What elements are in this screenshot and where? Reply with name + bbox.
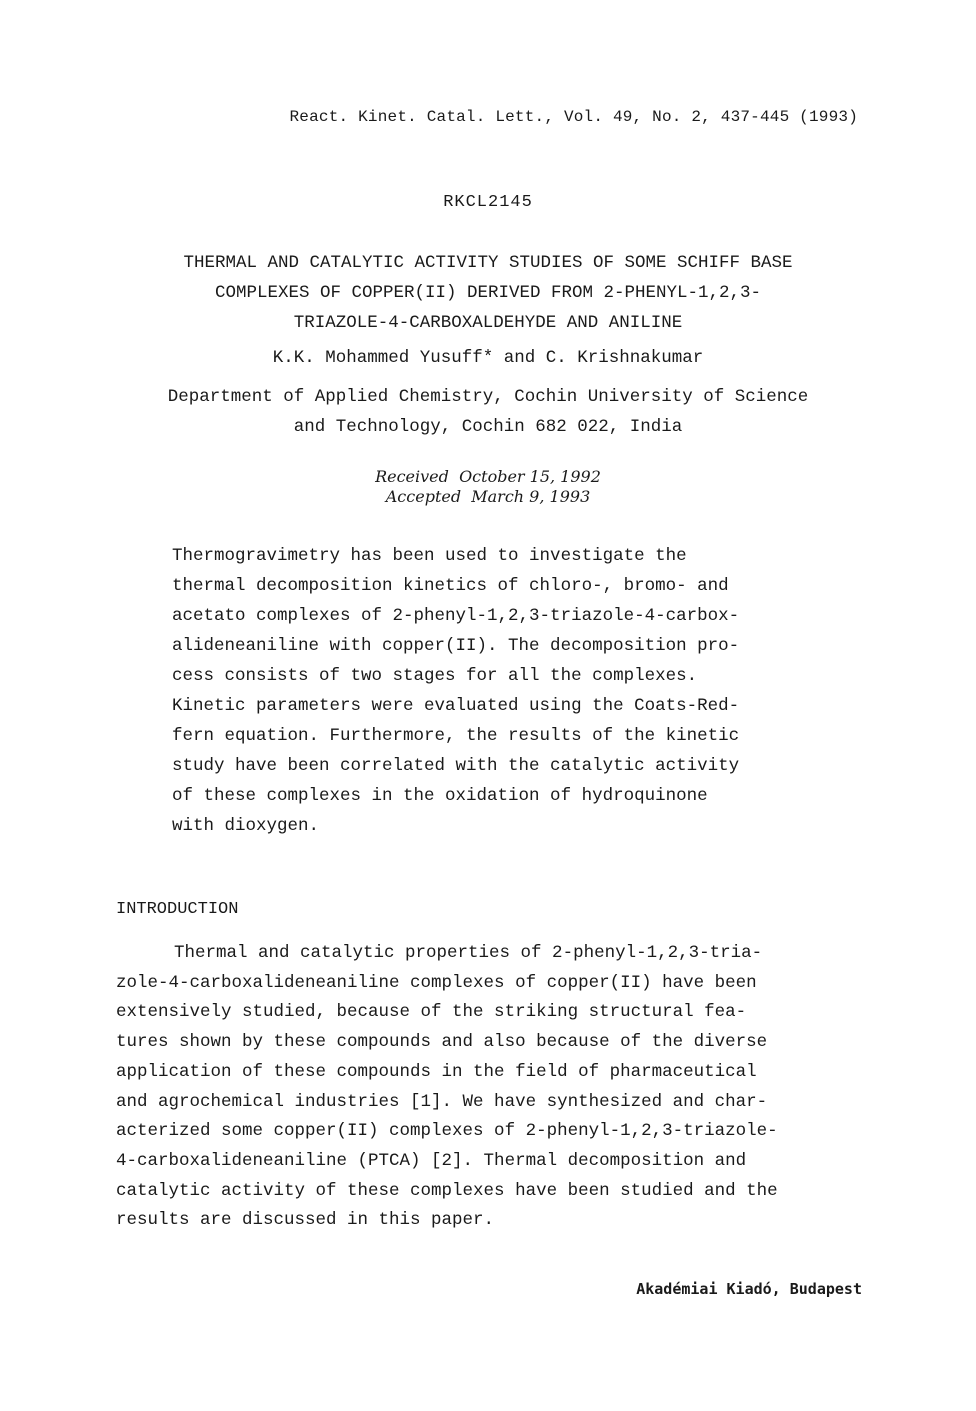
abstract-line: Thermogravimetry has been used to investigate the: [172, 546, 687, 566]
abstract-line: study have been correlated with the catalytic activity: [172, 756, 740, 776]
abstract-line: fern equation. Furthermore, the results of the kinetic: [172, 726, 740, 746]
introduction-body: [116, 939, 778, 1236]
paragraph-line: and agrochemical industries [1]. We have synthesized and char-: [116, 1091, 768, 1112]
title-line: TRIAZOLE-4-CARBOXALDEHYDE AND ANILINE: [293, 313, 683, 333]
journal-reference: React. Kinet. Catal. Lett., Vol. 49, No. 2, 437-445 (1993): [289, 108, 858, 126]
paragraph-line: tures shown by these compounds and also because of the diverse: [116, 1032, 768, 1053]
paragraph-line: acterized some copper(II) complexes of 2-phenyl-1,2,3-triazole-: [116, 1121, 778, 1142]
abstract-line: alideneaniline with copper(II). The decomposition pro-: [172, 636, 740, 656]
affiliation-line: and Technology, Cochin 682 022, India: [293, 417, 683, 437]
paragraph-line: results are discussed in this paper.: [116, 1210, 495, 1231]
abstract-line: cess consists of two stages for all the complexes.: [172, 666, 698, 686]
paper-title: [0, 248, 976, 338]
accepted-date: Accepted March 9, 1993: [385, 487, 591, 506]
paragraph-line: application of these compounds in the field of pharmaceutical: [116, 1061, 757, 1082]
paragraph-line: 4-carboxalideneaniline (PTCA) [2]. Thermal decomposition and: [116, 1150, 747, 1171]
abstract: [172, 541, 739, 841]
title-line: THERMAL AND CATALYTIC ACTIVITY STUDIES OF SOME SCHIFF BASE: [183, 253, 793, 273]
paragraph-line: catalytic activity of these complexes have been studied and the: [116, 1180, 778, 1201]
abstract-line: thermal decomposition kinetics of chloro-, bromo- and: [172, 576, 729, 596]
affiliation-line: Department of Applied Chemistry, Cochin University of Science: [167, 387, 809, 407]
abstract-line: with dioxygen.: [172, 816, 320, 836]
paragraph-line: extensively studied, because of the striking structural fea-: [116, 1002, 747, 1023]
title-line: COMPLEXES OF COPPER(II) DERIVED FROM 2-PHENYL-1,2,3-: [214, 283, 762, 303]
paragraph-line: Thermal and catalytic properties of 2-phenyl-1,2,3-tria-: [174, 943, 763, 963]
publisher: Akadémiai Kiadó, Budapest: [636, 1280, 862, 1298]
abstract-line: acetato complexes of 2-phenyl-1,2,3-triazole-4-carbox-: [172, 606, 740, 626]
authors: K.K. Mohammed Yusuff* and C. Krishnakumar: [272, 348, 704, 368]
affiliation: [0, 382, 976, 442]
submission-dates: [0, 467, 976, 507]
received-date: Received October 15, 1992: [375, 467, 601, 486]
paragraph-line: zole-4-carboxalideneaniline complexes of copper(II) have been: [116, 972, 757, 993]
abstract-line: Kinetic parameters were evaluated using the Coats-Red-: [172, 696, 740, 716]
section-heading-introduction: INTRODUCTION: [116, 900, 239, 919]
paper-code: RKCL2145: [443, 193, 533, 212]
abstract-line: of these complexes in the oxidation of hydroquinone: [172, 786, 708, 806]
